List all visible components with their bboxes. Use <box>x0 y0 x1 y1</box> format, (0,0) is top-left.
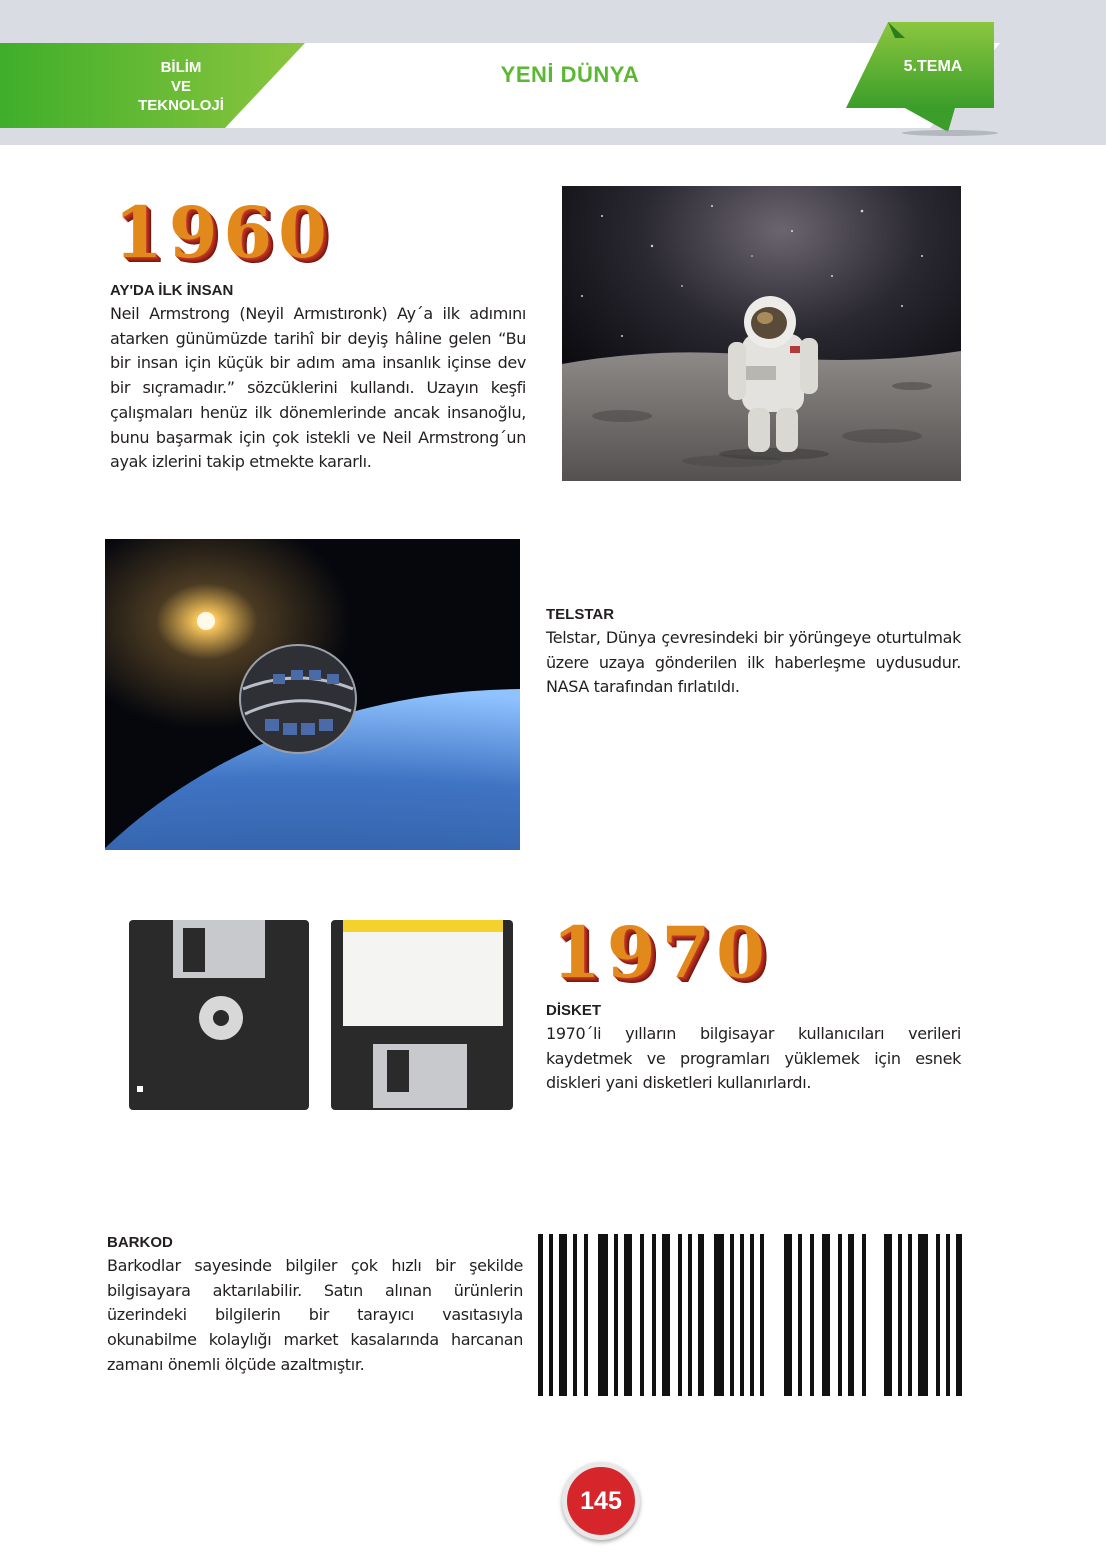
category-line: BİLİM <box>160 59 202 76</box>
paragraph-telstar: Telstar, Dünya çevresindeki bir yörüngeye oturtulmak üzere uzaya gönderilen ilk haberleşme uydusudur. NASA tarafından fırlatıldı. <box>546 628 961 697</box>
page-title: YENİ DÜNYA <box>500 62 640 87</box>
category-line: TEKNOLOJİ <box>138 97 224 114</box>
year-heading-1970: 1970 <box>552 911 771 994</box>
page-number: 145 <box>562 1462 640 1540</box>
section-title-telstar: TELSTAR <box>546 606 615 623</box>
barcode-graphic <box>538 1234 965 1396</box>
section-title-disket: DİSKET <box>546 1002 602 1019</box>
astronaut-on-moon-photo <box>562 186 961 481</box>
paragraph-disket: 1970´li yılların bilgisayar kullanıcıları verileri kaydetmek ve programları yüklemek için esnek diskleri yani disketleri kullanırlardı. <box>546 1024 961 1093</box>
section-title-moon: AY'DA İLK İNSAN <box>110 282 234 299</box>
section-title-barkod: BARKOD <box>107 1234 173 1251</box>
year-heading-1960: 1960 <box>114 191 333 274</box>
category-line: VE <box>170 78 191 95</box>
category-label <box>120 58 242 115</box>
theme-label: 5.TEMA <box>903 58 963 75</box>
telstar-satellite-photo <box>105 539 520 850</box>
paragraph-moon: Neil Armstrong (Neyil Armıstıronk) Ay´a ilk adımını atarken günümüzde tarihî bir deyiş hâline gelen “Bu bir insan için küçük bir adım ama insanlık içinse dev bir sıçramadır.” sözcüklerini kullandı. Uzayın keşfi çalışmaları henüz ilk dönemlerinde ancak insanoğlu, bunu başarmak için çok istekli ve Neil Armstrong´un ayak izlerini takip etmekte kararlı. <box>110 304 526 472</box>
paragraph-barkod: Barkodlar sayesinde bilgiler çok hızlı bir şekilde bilgisayara aktarılabilir. Satın alınan ürünlerin üzerindeki bilgilerin bir tarayıcı vasıtasıyla okunabilme kolaylığı market kasalarında harcanan zamanı önemli ölçüde azaltmıştır. <box>107 1256 523 1374</box>
floppy-disks-photo <box>125 916 515 1112</box>
